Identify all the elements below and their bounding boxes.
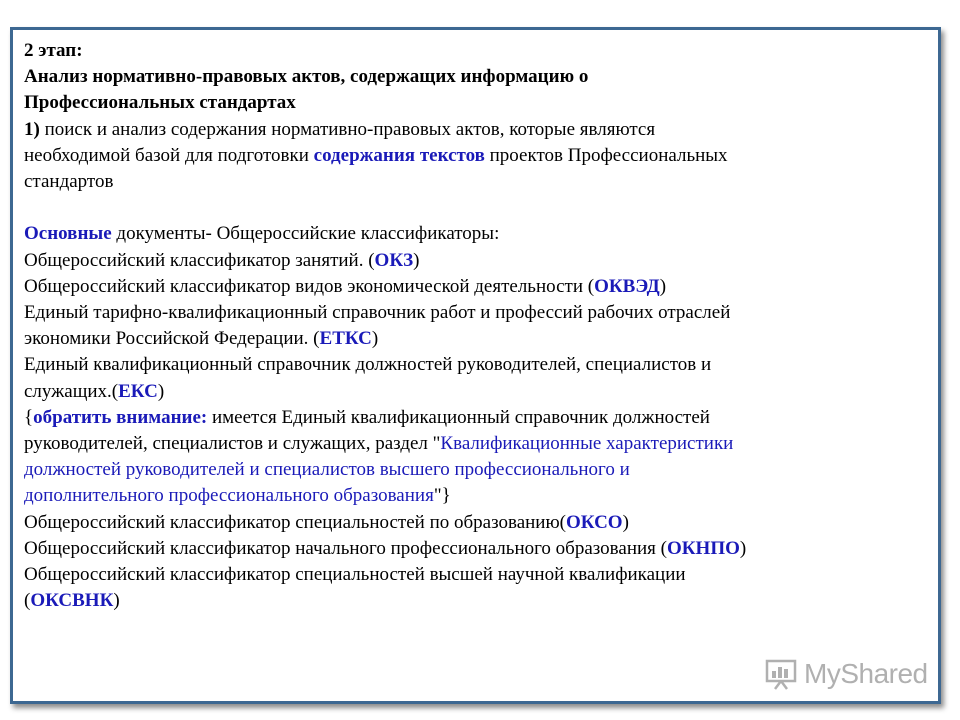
spacer <box>24 195 936 221</box>
eks-line-2 <box>24 379 936 405</box>
watermark-text: MyShared <box>804 658 928 689</box>
okso-abbr: ОКСО <box>566 511 623 533</box>
okso-text: Общероссийский классификатор специальностей по образованию( <box>24 511 566 533</box>
basic-docs-line <box>24 221 936 247</box>
eks-text: служащих.( <box>24 380 119 402</box>
note-section-title-end: дополнительного профессионального образования <box>24 485 434 507</box>
note-text: руководителей, специалистов и служащих, раздел " <box>24 433 441 455</box>
slide-content <box>24 38 936 614</box>
oksvnk-line-2 <box>24 588 936 614</box>
note-section-title: Квалификационные характеристики <box>440 433 734 455</box>
eks-close: ) <box>157 380 165 402</box>
heading-line-1: Анализ нормативно-правовых актов, содержащих информацию о <box>24 66 589 88</box>
eks-abbr: ЕКС <box>118 380 158 402</box>
okz-line <box>24 248 936 274</box>
okz-text: Общероссийский классификатор занятий. ( <box>24 249 375 271</box>
highlight-text: содержания текстов <box>313 144 485 166</box>
paragraph-1-line-1 <box>24 117 936 143</box>
paragraph-1-line-3: стандартов <box>24 171 114 193</box>
okso-line <box>24 510 936 536</box>
oknpo-text: Общероссийский классификатор начального профессионального образования ( <box>24 537 667 559</box>
basic-rest: документы- Общероссийские классификаторы: <box>111 223 500 245</box>
stage-label: 2 этап: <box>24 40 83 61</box>
note-brace: { <box>24 406 34 428</box>
okz-close: ) <box>413 249 420 271</box>
okved-line <box>24 274 936 300</box>
okved-text: Общероссийский классификатор видов экономической деятельности ( <box>24 275 595 297</box>
paragraph-text: проектов Профессиональных <box>484 144 728 166</box>
watermark-logo <box>764 654 928 694</box>
note-line-4 <box>24 483 936 509</box>
paragraph-text: поиск и анализ содержания нормативно-правовых актов, которые являются <box>39 118 656 140</box>
heading-line-2: Профессиональных стандартах <box>24 92 296 114</box>
item-number: 1) <box>24 118 40 140</box>
note-line-3: должностей руководителей и специалистов высшего профессионального и <box>24 459 630 481</box>
oksvnk-open: ( <box>24 590 31 612</box>
etks-text: экономики Российской Федерации. ( <box>24 328 320 350</box>
oknpo-line <box>24 536 936 562</box>
etks-line-1: Единый тарифно-квалификационный справочник работ и профессий рабочих отраслей <box>24 302 731 324</box>
oknpo-close: ) <box>739 537 747 559</box>
okved-close: ) <box>659 275 667 297</box>
eks-line-1: Единый квалификационный справочник должностей руководителей, специалистов и <box>24 354 712 376</box>
slide-frame <box>10 27 941 704</box>
note-close: "} <box>433 485 451 507</box>
oksvnk-abbr: ОКСВНК <box>30 590 114 612</box>
oksvnk-line-1: Общероссийский классификатор специальностей высшей научной квалификации <box>24 564 686 586</box>
note-line-2 <box>24 431 936 457</box>
paragraph-1-line-2 <box>24 143 936 169</box>
note-label: обратить внимание: <box>33 406 208 428</box>
etks-abbr: ЕТКС <box>319 328 372 350</box>
note-line-1 <box>24 405 936 431</box>
paragraph-text: необходимой базой для подготовки <box>24 144 314 166</box>
okz-abbr: ОКЗ <box>374 249 414 271</box>
etks-line-2 <box>24 326 936 352</box>
oknpo-abbr: ОКНПО <box>666 537 740 559</box>
oksvnk-close: ) <box>113 590 120 612</box>
etks-close: ) <box>371 328 379 350</box>
okved-abbr: ОКВЭД <box>594 275 660 297</box>
basic-word: Основные <box>24 223 112 245</box>
presentation-icon <box>764 657 798 691</box>
note-text: имеется Единый квалификационный справочник должностей <box>207 406 710 428</box>
okso-close: ) <box>622 511 629 533</box>
